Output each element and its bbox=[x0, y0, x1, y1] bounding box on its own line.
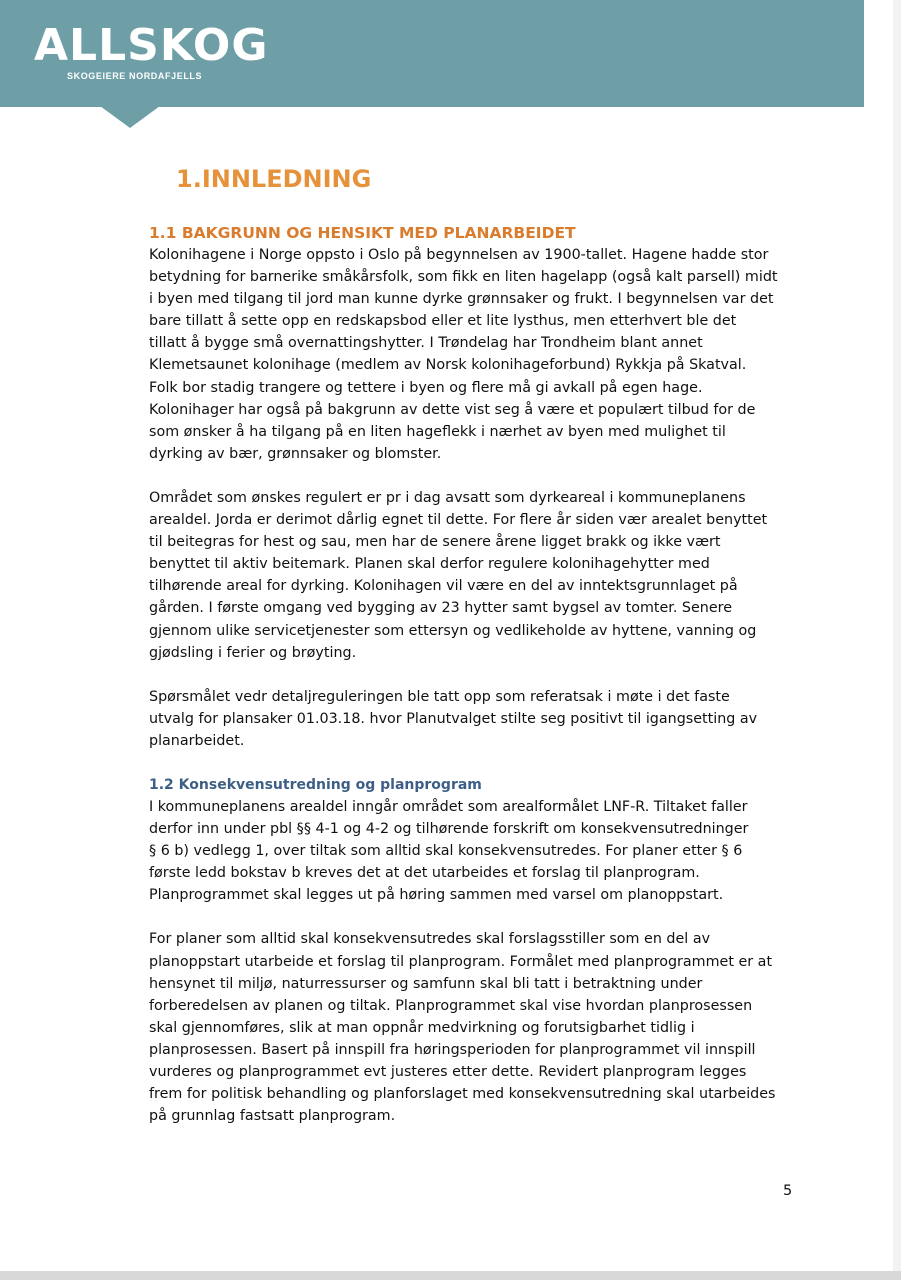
text-line: forberedelsen av planen og tiltak. Planprogrammet skal vise hvordan planprosessen bbox=[149, 997, 753, 1014]
paragraph bbox=[149, 686, 849, 752]
paragraph bbox=[149, 796, 849, 906]
text-line: hensynet til miljø, naturressurser og samfunn skal bli tatt i betraktning under bbox=[149, 975, 703, 992]
page-number: 5 bbox=[783, 1183, 793, 1199]
text-line: skal gjennomføres, slik at man oppnår medvirkning og forutsigbarhet tidlig i bbox=[149, 1019, 695, 1036]
text-line: til beitegras for hest og sau, men har de senere årene ligget brakk og ikke vært bbox=[149, 534, 721, 551]
text-line: tilhørende areal for dyrking. Kolonihagen vil være en del av inntektsgrunnlaget på bbox=[149, 578, 738, 595]
text-line: gjødsling i ferier og brøyting. bbox=[149, 644, 357, 661]
text-line: vurderes og planprogrammet evt justeres etter dette. Revidert planprogram legges bbox=[149, 1064, 747, 1080]
text-line: benyttet til aktiv beitemark. Planen skal derfor regulere kolonihagehytter med bbox=[149, 556, 710, 573]
text-line: betydning for barnerike småkårsfolk, som fikk en liten hagelapp (også kalt parsell) midt bbox=[149, 269, 778, 286]
paragraph bbox=[149, 928, 849, 1127]
text-line: dyrking av bær, grønnsaker og blomster. bbox=[149, 445, 442, 462]
chapter-heading: 1.INNLEDNING bbox=[176, 165, 372, 193]
page-edge-right bbox=[893, 0, 901, 1280]
text-line: bare tillatt å sette opp en redskapsbod eller et lite lysthus, men etterhvert ble det bbox=[149, 313, 737, 330]
text-line: i byen med tilgang til jord man kunne dyrke grønnsaker og frukt. I begynnelsen var det bbox=[149, 291, 774, 308]
text-line: I kommuneplanens arealdel inngår området som arealformålet LNF-R. Tiltaket faller bbox=[149, 798, 748, 815]
logo-tagline: SKOGEIERE NORDAFJELLS bbox=[67, 71, 203, 81]
text-line: Kolonihager har også på bakgrunn av dette vist seg å være et populært tilbud for de bbox=[149, 401, 756, 418]
text-line: § 6 b) vedlegg 1, over tiltak som alltid skal konsekvensutredes. For planer etter § 6 bbox=[149, 843, 743, 860]
text-line: frem for politisk behandling og planforslaget med konsekvensutredning skal utarbeides bbox=[149, 1086, 776, 1103]
text-line: arealdel. Jorda er derimot dårlig egnet til dette. For flere år siden vær arealet benyttet bbox=[149, 512, 768, 529]
text-line: planprosessen. Basert på innspill fra høringsperioden for planprogrammet vil innspill bbox=[149, 1041, 756, 1058]
text-line: planarbeidet. bbox=[149, 732, 245, 749]
text-line: planoppstart utarbeide et forslag til planprogram. Formålet med planprogrammet er at bbox=[149, 953, 773, 970]
text-line: Planprogrammet skal legges ut på høring sammen med varsel om planoppstart. bbox=[149, 887, 724, 904]
text-line: derfor inn under pbl §§ 4-1 og 4-2 og tilhørende forskrift om konsekvensutredninger bbox=[149, 821, 749, 838]
text-line: Området som ønskes regulert er pr i dag avsatt som dyrkeareal i kommuneplanens bbox=[149, 489, 746, 506]
text-line: Klemetsaunet kolonihage (medlem av Norsk kolonihageforbund) Rykkja på Skatval. bbox=[149, 357, 747, 374]
text-line: For planer som alltid skal konsekvensutredes skal forslagsstiller som en del av bbox=[149, 931, 711, 948]
text-line: på grunnlag fastsatt planprogram. bbox=[149, 1108, 396, 1125]
section-heading-1-2: 1.2 Konsekvensutredning og planprogram bbox=[149, 776, 482, 793]
section-heading-1-1: 1.1 BAKGRUNN OG HENSIKT MED PLANARBEIDET bbox=[149, 224, 576, 242]
text-line: utvalg for plansaker 01.03.18. hvor Planutvalget stilte seg positivt til igangsetting av bbox=[149, 710, 758, 727]
paragraph bbox=[149, 244, 849, 465]
text-line: som ønsker å ha tilgang på en liten hageflekk i nærhet av byen med mulighet til bbox=[149, 423, 726, 440]
text-line: gjennom ulike servicetjenester som ettersyn og vedlikeholde av hyttene, vanning og bbox=[149, 622, 757, 639]
text-line: Folk bor stadig trangere og tettere i byen og flere må gi avkall på egen hage. bbox=[149, 379, 703, 396]
header-banner bbox=[0, 0, 864, 107]
paragraph bbox=[149, 487, 849, 664]
logo-name: ALLSKOG bbox=[34, 20, 269, 71]
text-line: gården. I første omgang ved bygging av 23 hytter samt bygsel av tomter. Senere bbox=[149, 600, 733, 617]
text-line: Kolonihagene i Norge oppsto i Oslo på begynnelsen av 1900-tallet. Hagene hadde stor bbox=[149, 247, 769, 263]
text-line: tillatt å bygge små overnattingshytter. I Trøndelag har Trondheim blant annet bbox=[149, 335, 703, 352]
page-edge-bottom bbox=[0, 1271, 901, 1280]
header-pointer-triangle bbox=[100, 106, 160, 128]
document-body bbox=[149, 222, 849, 1149]
text-line: Spørsmålet vedr detaljreguleringen ble tatt opp som referatsak i møte i det faste bbox=[149, 688, 730, 705]
text-line: første ledd bokstav b kreves det at det utarbeides et forslag til planprogram. bbox=[149, 865, 700, 882]
